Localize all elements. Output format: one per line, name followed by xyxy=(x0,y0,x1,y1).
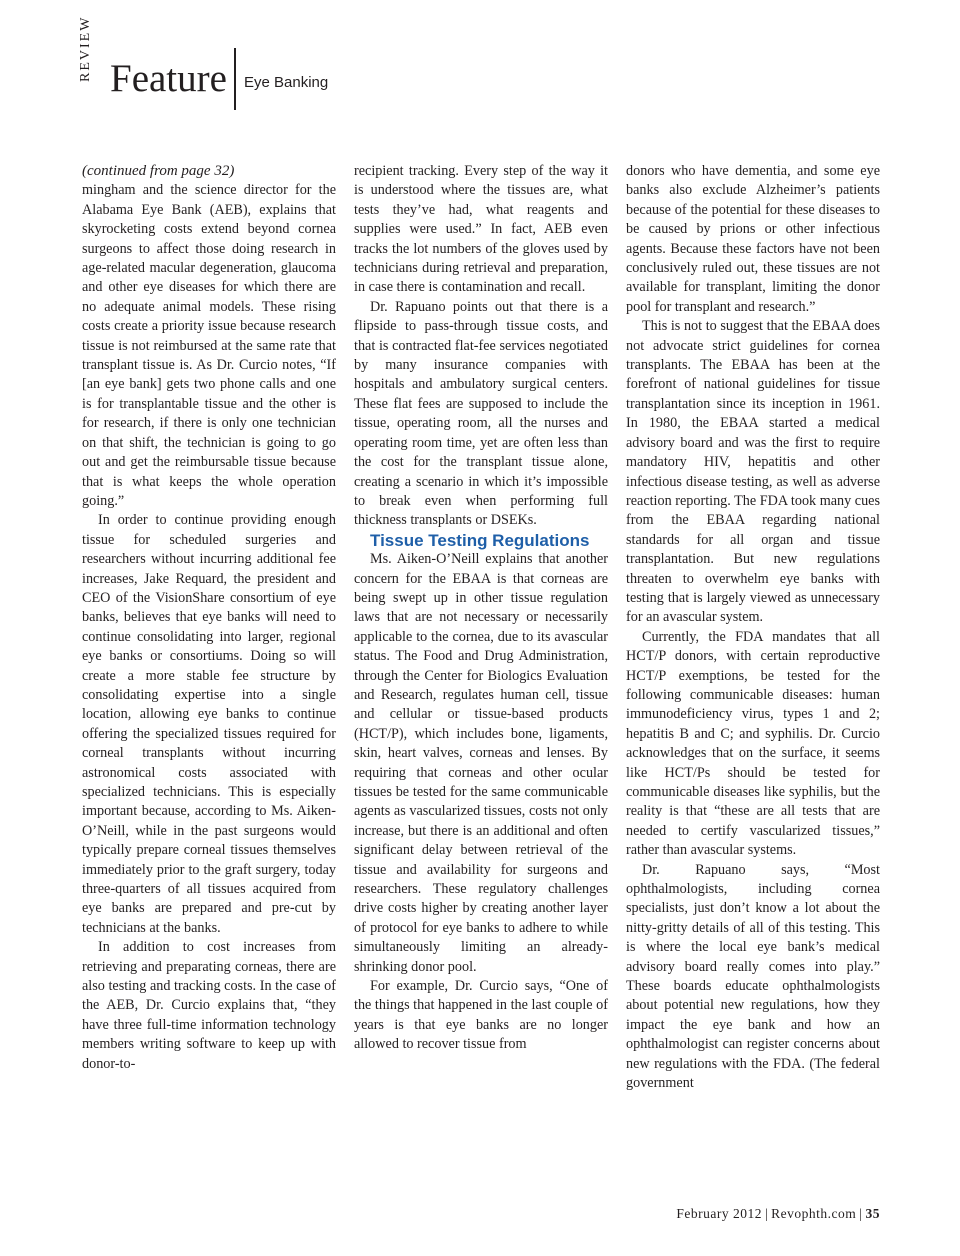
footer-separator: | xyxy=(859,1206,863,1221)
paragraph: In addition to cost increases from retrieving and preparating corneas, there are also testing and tracking costs. In the case of the AEB, Dr. Curcio explains that, “they have three full-time information technology members writing software to keep up with donor-to- xyxy=(82,939,336,1072)
issue-date: February 2012 xyxy=(676,1206,762,1221)
page-number: 35 xyxy=(865,1206,880,1221)
section-label: Eye Banking xyxy=(244,74,329,91)
page-footer xyxy=(620,1206,880,1222)
magazine-vertical-label: REVIEW xyxy=(78,15,93,82)
paragraph: recipient tracking. Every step of the way it is understood where the tissues are, what tests they’ve had, what reagents and supplies were used.” In fact, AEB even tracks the lot numbers of the gloves used by technicians during retrieval and preparation, in case there is contamination and recall. xyxy=(354,163,608,296)
paragraph: Ms. Aiken-O’Neill explains that another concern for the EBAA is that corneas are being swept up in other tissue regulation laws that are not necessary or necessarily applicable to the cornea, due to its avascular status. The Food and Drug Administration, through the Center for Biologics Evaluation and Research, regulates human cell, tissue and cellular or tissue-based products (HCT/P), which includes bone, ligaments, skin, heart valves, corneas and lenses. By requiring that corneas and other ocular tissues be tested for the same communicable agents as vascularized tissues, costs not only increase, but there is an additional and often significant delay between retrieval of the tissue and availability for surgeons and researchers. These regulatory challenges drive costs higher by creating another layer of protocol for eye banks to adhere to while simultaneously limiting an already-shrinking donor pool. xyxy=(354,551,608,975)
footer-separator: | xyxy=(764,1206,769,1221)
header-divider xyxy=(234,48,236,110)
paragraph: donors who have dementia, and some eye banks also exclude Alzheimer’s patients because of the potential for these diseases to be caused by prions or other infectious agents. Because these factors have not been conclusively ruled out, these tissues are not available for transplant, limiting the donor pool for transplant and research.” xyxy=(626,163,880,315)
paragraph: This is not to suggest that the EBAA does not advocate strict guidelines for cornea transplants. The EBAA has been at the forefront of national guidelines for tissue transplantation since its inception in 1961. In 1980, the EBAA started a medical advisory board and was the first to require mandatory HIV, hepatitis and other infectious disease testing, as well as adverse reaction reporting. The FDA took many cues from the EBAA regarding national standards for all organ and tissue transplantation. But new regulations threaten to overwhelm eye banks with testing that is largely viewed as unnecessary for an avascular system. xyxy=(626,318,880,626)
paragraph: In order to continue providing enough tissue for scheduled surgeries and researchers without incurring additional fee increases, Jake Requard, the president and CEO of the VisionShare consortium of eye banks, believes that eye banks will need to continue consolidating into larger, regional eye banks or consortiums. Doing so will create a more stable fee structure by consolidating expertise into a single location, allowing eye banks to continue offering the specialized tissues required for corneal transplants without incurring astronomical costs associated with specialized technicians. This is especially important because, according to Ms. Aiken-O’Neill, while in the past surgeons would typically prepare corneal tissues themselves immediately prior to the graft surgery, today three-quarters of all tissues acquired from eye banks are prepared and pre-cut by technicians at the banks. xyxy=(82,512,336,936)
page-header xyxy=(0,0,960,130)
article-column-3 xyxy=(626,162,880,1094)
paragraph: For example, Dr. Curcio says, “One of the things that happened in the last couple of years is that eye banks are no longer allowed to recover tissue from xyxy=(354,978,608,1053)
feature-title: Feature xyxy=(110,57,227,100)
continued-note: (continued from page 32) xyxy=(82,163,235,179)
paragraph: Currently, the FDA mandates that all HCT/P donors, with certain reproductive HCT/P exemptions, be tested for the following communicable diseases: human immunodeficiency virus, types 1 and 2; hepatitis B and C; and syphilis. Dr. Curcio acknowledges that on the surface, it seems like HCT/Ps should be tested for communicable diseases like syphilis, but the reality is that “these are all tests that are needed to certify vascularized tissues,” rather than avascular systems. xyxy=(626,628,880,859)
article-column-1 xyxy=(82,162,336,1074)
paragraph: Dr. Rapuano says, “Most ophthalmologists, including cornea specialists, just don’t know a lot about the nitty-gritty details of all of this testing. This is where the local eye bank’s medical advisory board really comes into play.” These boards educate ophthalmologists about potential new regulations, how they impact the eye bank and how an ophthalmologist can register concerns about new regulations with the FDA. (The federal government xyxy=(626,861,880,1092)
website: Revophth.com xyxy=(771,1206,857,1221)
paragraph: Dr. Rapuano points out that there is a flipside to pass-through tissue costs, and that is contracted flat-fee services negotiated by many insurance companies with hospitals and ambulatory surgical centers. These flat fees are supposed to include the tissue, operating room, all the nurses and operating room time, yet are often less than the cost for the transplant tissue alone, creating a scenario in which it’s impossible to break even when performing full thickness transplants or DSEKs. xyxy=(354,298,608,529)
article-column-2 xyxy=(354,162,608,1055)
paragraph: mingham and the science director for the Alabama Eye Bank (AEB), explains that skyrocketing costs extend beyond cornea surgeons to affect those doing research in age-related macular degeneration, glaucoma and other eye diseases for which there are no adequate animal models. These rising costs create a priority issue because research tissue is not reimbursed at the same rate that transplant tissue is. As Dr. Curcio notes, “If [an eye bank] gets two phone calls and one is for transplantable tissue and the other is for research, if there is only one technician on that shift, the technician is going to go out and get the reimbursable tissue because that is what keeps the whole operation going.” xyxy=(82,182,336,509)
subheading: Tissue Testing Regulations xyxy=(370,530,590,550)
